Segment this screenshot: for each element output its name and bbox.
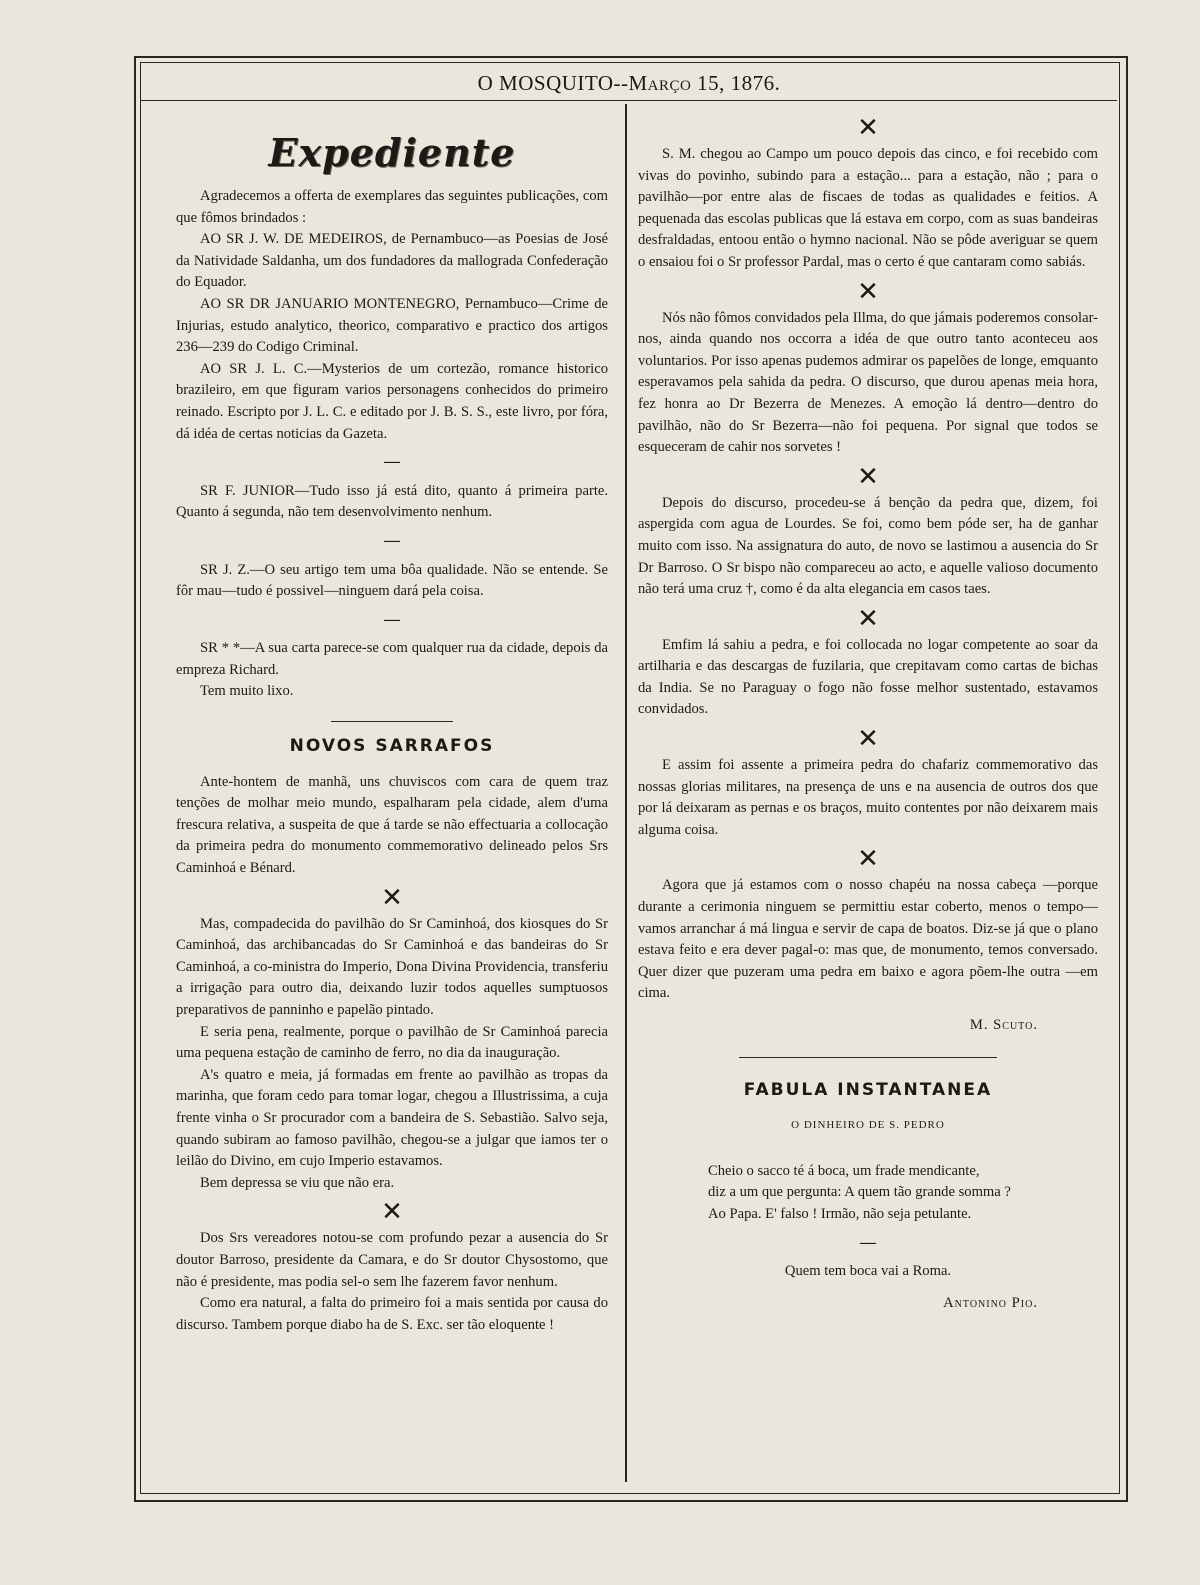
cross-separator: ✕	[857, 113, 879, 143]
sarrafos-paragraph-4: A's quatro e meia, já formadas em frente ao pavilhão as tropas da marinha, que foram cedo para tomar logar, chegou a Illustrissima, a cuja frente vinha o Sr procurador com a bandeira de S. Sebastião. Salvo seja, quando subiram ao famoso pavilhão, chegou-se a julgar que iamos ter o leilão do Divino, em cujo Imperio estavamos.	[176, 1066, 608, 1170]
right-paragraph-6: Agora que já estamos com o nosso chapéu na nossa cabeça —porque durante a cerimonia ninguem se permittiu estar coberto, menos o tempo—vamos arranchar á má lingua e servir de capa de boatos. Diz-se já que o plano estava feito e era dever pagal-o: mas que, de monumento, temos conversado. Quer dizer que puzeram uma pedra em baixo e agora põem-lhe outra —em cima.	[638, 877, 1098, 1002]
sarrafos-paragraph-1: Ante-hontem de manhã, uns chuviscos com cara de quem traz tenções de molhar meio mundo, espalharam pela cidade, alem d'uma frescura relativa, a suspeita de que á tarde se não effectuaria a collocação da primeira pedra do monumento commemorativo delineado pelos Srs Caminhoá e Bénard.	[176, 773, 608, 877]
expediente-intro: Agradecemos a offerta de exemplares das seguintes publicações, com que fômos brindados :	[176, 188, 608, 226]
expediente-item-3: AO SR J. L. C.—Mysterios de um cortezão, romance historico brazileiro, em que figuram varios personagens conhecidos do primeiro reinado. Escripto por J. L. C. e editado por J. B. S. S., este livro, por fóra, dá idéa de certas noticias da Gazeta.	[176, 360, 608, 442]
reply-2: SR J. Z.—O seu artigo tem uma bôa qualidade. Não se entende. Se fôr mau—tudo é possivel—ninguem dará pela coisa.	[176, 561, 608, 600]
dash-separator: —	[384, 531, 400, 549]
cross-separator: ✕	[857, 276, 879, 307]
expediente-item-1: AO SR J. W. DE MEDEIROS, de Pernambuco—as Poesias de José da Natividade Saldanha, um dos fundadores da mallograda Confederação do Equador.	[176, 231, 608, 291]
section-rule	[739, 1057, 997, 1058]
cross-separator: ✕	[857, 461, 879, 492]
column-divider	[625, 104, 627, 1482]
fabula-subtitle: O DINHEIRO DE S. PEDRO	[791, 1119, 945, 1132]
verse-line-3: Ao Papa. E' falso ! Irmão, não seja petulante.	[708, 1205, 972, 1222]
signature-antonino: Antonino Pio.	[943, 1294, 1038, 1311]
sarrafos-paragraph-7: Como era natural, a falta do primeiro foi a mais sentida por causa do discurso. Tambem porque diabo ha de S. Exc. ser tão eloquente !	[176, 1295, 608, 1333]
section-rule	[331, 721, 453, 722]
right-paragraph-3: Depois do discurso, procedeu-se á benção da pedra que, dizem, foi aspergida com agua de Lourdes. Se foi, como bem póde ser, ha de ganhar muito com isso. Na assignatura do auto, de novo se lastimou a ausencia do Sr Dr Barroso. O Sr bispo não compareceu ao acto, e aquelle valioso documento não terá uma cruz †, como é da alta elegancia em casos taes.	[638, 494, 1098, 598]
expediente-item-2: AO SR DR JANUARIO MONTENEGRO, Pernambuco—Crime de Injurias, estudo analytico, theorico, comparativo e practico dos artigos 236—239 do Codigo Criminal.	[176, 295, 608, 356]
cross-separator: ✕	[381, 882, 403, 913]
sarrafos-paragraph-2: Mas, compadecida do pavilhão do Sr Caminhoá, dos kiosques do Sr Caminhoá, das archibancadas do Sr Caminhoá e das bandeiras do Sr Caminhoá, a co-ministra do Imperio, Dona Divina Providencia, transferiu a irrigação para outro dia, deixando luzir todos aquelles sumptuosos preparativos de panninho e papelão pintado.	[176, 915, 608, 1018]
expediente-heading: Expediente	[268, 130, 516, 175]
cross-separator: ✕	[857, 603, 879, 634]
sarrafos-paragraph-5: Bem depressa se viu que não era.	[200, 1174, 395, 1191]
fabula-verses	[708, 1161, 1098, 1226]
masthead-paper: O MOSQUITO--	[477, 71, 629, 95]
reply-3: SR * *—A sua carta parece-se com qualquer rua da cidade, depois da empreza Richard.	[176, 640, 608, 678]
novos-sarrafos-heading: NOVOS SARRAFOS	[289, 736, 495, 757]
fabula-heading: FABULA INSTANTANEA	[743, 1079, 993, 1100]
right-paragraph-2: Nós não fômos convidados pela Illma, do que jámais poderemos consolar-nos, ainda quando nos occorra a idéa de que outro tanto aconteceu aos voluntarios. Por isso apenas pudemos admirar os papelões de longe, emquanto esperavamos pela sahida da pedra. O discurso, que durou apenas meia hora, fez honra ao Dr Bezerra de Menezes. A emoção lá dentro—dentro do pavilhão, não do Sr Bezerra—não foi pequena. Por signal que todos se esqueceram de cahir nos sorvetes !	[638, 309, 1098, 456]
verse-line-1: Cheio o sacco té á boca, um frade mendicante,	[708, 1162, 980, 1179]
cross-separator: ✕	[381, 1197, 403, 1228]
cross-separator: ✕	[857, 844, 879, 875]
right-column	[638, 110, 1098, 1314]
masthead-date: 15, 1876.	[691, 71, 781, 95]
cross-separator: ✕	[857, 724, 879, 755]
signature-scuto: M. Scuto.	[969, 1017, 1038, 1033]
sarrafos-paragraph-3: E seria pena, realmente, porque o pavilhão de Sr Caminhoá parecia uma pequena estação de caminho de ferro, no dia da inauguração.	[176, 1023, 608, 1062]
reply-1: SR F. JUNIOR—Tudo isso já está dito, quanto á primeira parte. Quanto á segunda, não tem desenvolvimento nenhum.	[176, 482, 608, 521]
right-paragraph-1: S. M. chegou ao Campo um pouco depois das cinco, e foi recebido com vivas do povinho, subindo para a estação... para a estação, não ; para o pavilhão—por entre alas de fiscaes de todas as qualidades e feitios. A pequenada das escolas publicas que lá estava em corpo, com as suas bandeiras desfraldadas, entoou então o hymno nacional. Não se pôde averiguar se quem o ensaiou foi o Sr professor Pardal, mas o certo é que cantaram como sabiás.	[638, 146, 1098, 270]
masthead	[141, 66, 1117, 101]
verse-line-2: diz a um que pergunta: A quem tão grande somma ?	[708, 1184, 1011, 1201]
masthead-month: Março	[628, 71, 692, 95]
dash-separator: —	[860, 1233, 876, 1251]
right-paragraph-5: E assim foi assente a primeira pedra do chafariz commemorativo das nossas glorias militares, na presença de uns e na ausencia de outros dos que por lá deixaram as pernas e os braços, muito contentes por não deixarem mais alguma coisa.	[638, 757, 1098, 838]
sarrafos-paragraph-6: Dos Srs vereadores notou-se com profundo pezar a ausencia do Sr doutor Barroso, presidente da Camara, e do Sr doutor Chysostomo, que não é presidente, mas podia sel-o sem lhe fazerem favor nenhum.	[176, 1230, 608, 1290]
dash-separator: —	[384, 610, 400, 628]
left-column	[176, 110, 608, 1336]
moral-line: Quem tem boca vai a Roma.	[784, 1263, 952, 1280]
right-paragraph-4: Emfim lá sahiu a pedra, e foi collocada no logar competente ao soar da artilharia e das descargas de fuzilaria, que crepitavam como cartas de bichas da India. Se no Paraguay o fogo não fosse melhor sustentado, estavamos convidados.	[638, 636, 1098, 718]
dash-separator: —	[384, 453, 400, 471]
reply-3b: Tem muito lixo.	[200, 683, 294, 700]
